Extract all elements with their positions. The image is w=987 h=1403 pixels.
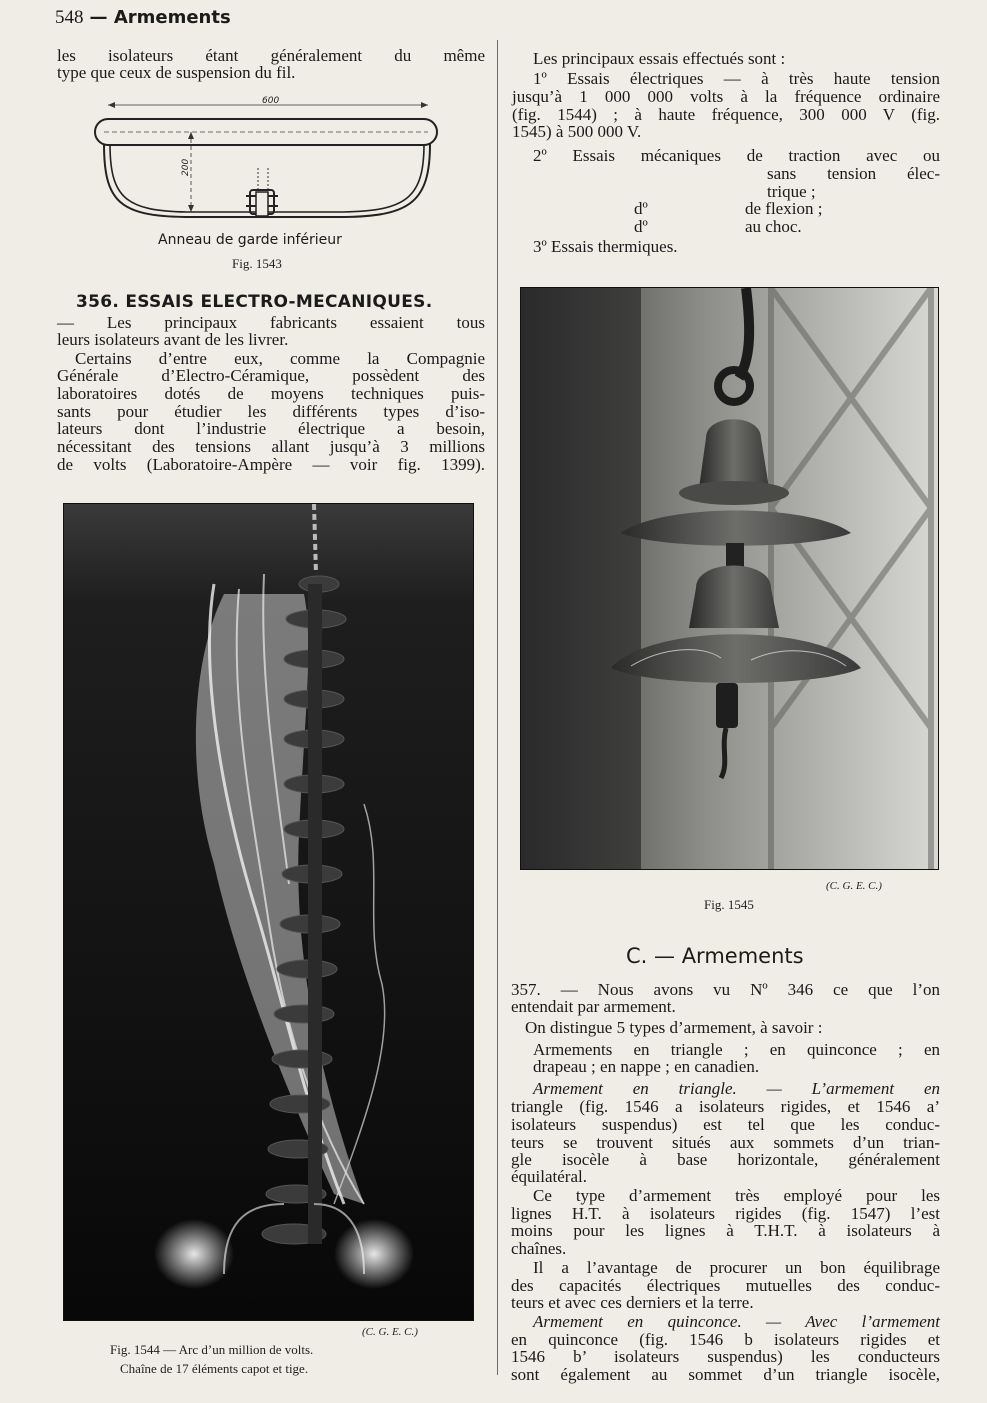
c-line-14: moins pour les lignes à T.H.T. à isolateurs à	[511, 1221, 940, 1240]
page-header	[55, 6, 231, 29]
tests-line-9: de flexion ;	[745, 199, 823, 218]
arc-discharge-illustration	[64, 504, 473, 1320]
dim-width-label: 600	[262, 96, 280, 106]
s356-line-2: leurs isolateurs avant de les livrer.	[57, 330, 289, 349]
c-line-22: sont également au sommet d’un triangle isocèle,	[511, 1365, 940, 1384]
c-line-10: gle isocèle à base horizontale, généralement	[511, 1150, 940, 1169]
c-line-18: teurs et avec ces derniers et la terre.	[511, 1293, 754, 1312]
c-line-11: équilatéral.	[511, 1167, 587, 1186]
s356-line-5: laboratoires dotés de moyens techniques puis-	[57, 384, 485, 403]
s356-line-1: — Les principaux fabricants essaient tous	[57, 313, 485, 332]
c-line-20: en quinconce (fig. 1546 b isolateurs rigides et	[511, 1330, 940, 1349]
tests-ditto-2: dº	[634, 217, 648, 236]
fig-1543-drawing	[90, 92, 450, 232]
s356-line-4: Générale d’Electro-Céramique, possèdent des	[57, 366, 485, 385]
tests-line-11: 3º Essais thermiques.	[533, 237, 678, 256]
page-number: 548	[55, 7, 84, 28]
s356-line-6: sants pour étudier les différents types d’iso-	[57, 402, 485, 421]
c-line-6: Armement en triangle. — L’armement en	[533, 1079, 940, 1098]
tests-line-4: (fig. 1544) ; à haute fréquence, 300 000 V (fig.	[512, 105, 940, 124]
tests-line-1: Les principaux essais effectués sont :	[533, 49, 786, 68]
tests-line-10: au choc.	[745, 217, 802, 236]
intro-line-2: type que ceux de suspension du fil.	[57, 63, 296, 82]
fig-1544-photo	[63, 503, 474, 1321]
fig-1544-caption-2: Chaîne de 17 éléments capot et tige.	[120, 1361, 309, 1376]
tests-line-8: trique ;	[767, 182, 816, 201]
fig-1545-credit: (C. G. E. C.)	[826, 880, 882, 892]
fig-1543-caption: Fig. 1543	[232, 256, 282, 271]
c-line-1: 357. — Nous avons vu Nº 346 ce que l’on	[511, 980, 940, 999]
running-title: — Armements	[89, 7, 231, 28]
column-divider	[497, 40, 498, 1375]
tests-line-2: 1º Essais électriques — à très haute tension	[533, 69, 940, 88]
s356-line-3: Certains d’entre eux, comme la Compagnie	[75, 349, 485, 368]
s356-line-9: de volts (Laboratoire-Ampère — voir fig. 1399).	[57, 455, 485, 474]
c-line-12: Ce type d’armement très employé pour les	[533, 1186, 940, 1205]
fig-1545-photo	[520, 287, 939, 870]
section-c-heading: C. — Armements	[626, 944, 804, 968]
insulator-pair-illustration	[521, 288, 938, 869]
c-line-7: triangle (fig. 1546 a isolateurs rigides, et 1546 a’	[511, 1097, 940, 1116]
s356-line-7: lateurs dont l’industrie électrique a besoin,	[57, 419, 485, 438]
s356-line-8: nécessitant des tensions allant jusqu’à 3 millions	[57, 437, 485, 456]
c-line-16: Il a l’avantage de procurer un bon équilibrage	[533, 1258, 940, 1277]
c-line-3: On distingue 5 types d’armement, à savoir :	[525, 1018, 823, 1037]
c-line-2: entendait par armement.	[511, 997, 676, 1016]
c-line-4: Armements en triangle ; en quinconce ; en	[533, 1040, 940, 1059]
dim-height-label: 200	[181, 158, 191, 176]
tests-line-5: 1545) à 500 000 V.	[512, 122, 642, 141]
c-line-15: chaînes.	[511, 1239, 567, 1258]
fig-1545-caption: Fig. 1545	[704, 897, 754, 912]
c-line-17: des capacités électriques mutuelles des conduc-	[511, 1276, 940, 1295]
section-356-heading: 356. ESSAIS ELECTRO-MECANIQUES.	[76, 292, 433, 312]
tests-ditto-1: dº	[634, 199, 648, 218]
c-line-5: drapeau ; en nappe ; en canadien.	[533, 1057, 760, 1076]
fig-1544-credit: (C. G. E. C.)	[362, 1326, 418, 1338]
c-line-8: isolateurs suspendus) est tel que les conduc-	[511, 1115, 940, 1134]
tests-line-6: 2º Essais mécaniques de traction avec ou	[533, 146, 940, 165]
c-line-9: teurs se trouvent situés aux sommets d’un trian-	[511, 1133, 940, 1152]
c-line-19: Armement en quinconce. — Avec l’armement	[533, 1312, 940, 1331]
intro-line-1: les isolateurs étant généralement du même	[57, 46, 485, 65]
tests-line-7: sans tension élec-	[767, 164, 940, 183]
tests-line-3: jusqu’à 1 000 000 volts à la fréquence ordinaire	[512, 87, 940, 106]
c-line-21: 1546 b’ isolateurs suspendus) les conducteurs	[511, 1347, 940, 1366]
fig-1544-caption-1: Fig. 1544 — Arc d’un million de volts.	[110, 1342, 314, 1357]
fig-1543-label: Anneau de garde inférieur	[158, 232, 342, 248]
c-line-13: lignes H.T. à isolateurs rigides (fig. 1547) l’est	[511, 1204, 940, 1223]
